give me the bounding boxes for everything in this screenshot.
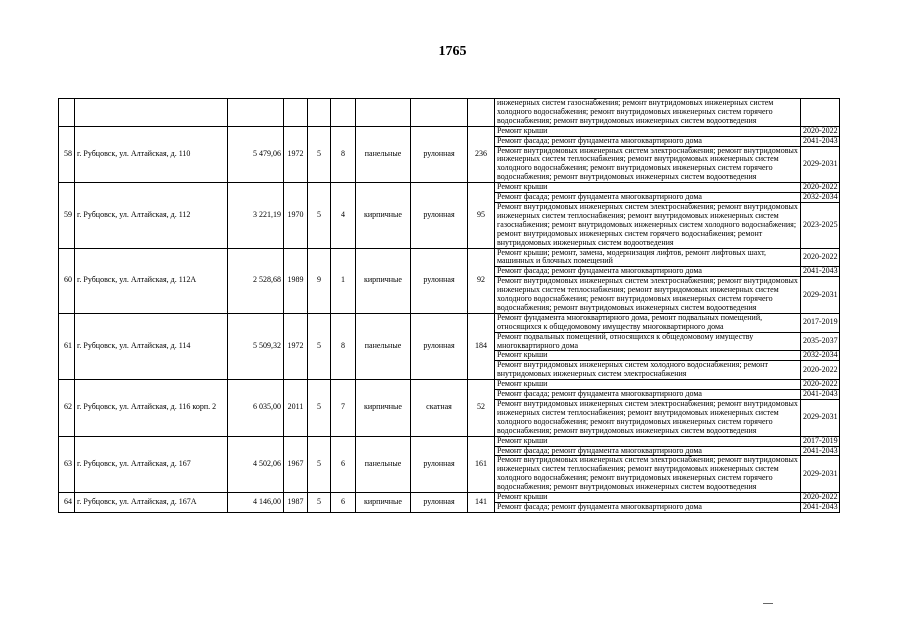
address-cell: г. Рубцовск, ул. Алтайская, д. 114 bbox=[75, 313, 228, 379]
roof-type-cell: скатная bbox=[411, 380, 468, 436]
period-cell: 2029-2031 bbox=[801, 456, 840, 493]
roof-type-cell: рулонная bbox=[411, 313, 468, 379]
year-cell bbox=[284, 99, 308, 127]
scan-mark bbox=[763, 603, 773, 604]
table-row bbox=[59, 183, 840, 193]
period-cell: 2041-2043 bbox=[801, 502, 840, 512]
period-cell: 2029-2031 bbox=[801, 277, 840, 314]
area-cell: 2 528,68 bbox=[228, 248, 284, 313]
row-number: 63 bbox=[59, 436, 75, 492]
year-cell: 1967 bbox=[284, 436, 308, 492]
area-cell: 4 146,00 bbox=[228, 493, 284, 513]
address-cell: г. Рубцовск, ул. Алтайская, д. 112А bbox=[75, 248, 228, 313]
year-cell: 1987 bbox=[284, 493, 308, 513]
work-type-cell: Ремонт крыши bbox=[495, 493, 801, 503]
year-cell: 1989 bbox=[284, 248, 308, 313]
year-cell: 1972 bbox=[284, 313, 308, 379]
address-cell bbox=[75, 99, 228, 127]
wall-material-cell: кирпичные bbox=[356, 248, 411, 313]
address-cell: г. Рубцовск, ул. Алтайская, д. 167 bbox=[75, 436, 228, 492]
roof-type-cell: рулонная bbox=[411, 248, 468, 313]
row-number: 62 bbox=[59, 380, 75, 436]
residents-cell: 95 bbox=[468, 183, 495, 248]
wall-material-cell: кирпичные bbox=[356, 183, 411, 248]
period-cell: 2035-2037 bbox=[801, 332, 840, 351]
floors-cell: 5 bbox=[308, 436, 331, 492]
row-number: 59 bbox=[59, 183, 75, 248]
table-row bbox=[59, 493, 840, 503]
work-type-cell: инженерных систем газоснабжения; ремонт внутридомовых инженерных систем холодного водоснабжения; ремонт внутридомовых инженерных систем горячего водоснабжения; ремонт внутридомовых инженерных систем водоотведения bbox=[495, 99, 801, 127]
period-cell: 2017-2019 bbox=[801, 436, 840, 446]
entrances-cell: 7 bbox=[331, 380, 356, 436]
work-type-cell: Ремонт фасада; ремонт фундамента многоквартирного дома bbox=[495, 267, 801, 277]
period-cell: 2032-2034 bbox=[801, 351, 840, 361]
row-number: 61 bbox=[59, 313, 75, 379]
period-cell: 2020-2022 bbox=[801, 248, 840, 267]
work-type-cell: Ремонт фасада; ремонт фундамента многоквартирного дома bbox=[495, 136, 801, 146]
period-cell bbox=[801, 99, 840, 127]
floors-cell: 5 bbox=[308, 380, 331, 436]
roof-type-cell: рулонная bbox=[411, 493, 468, 513]
work-type-cell: Ремонт крыши bbox=[495, 436, 801, 446]
year-cell: 1970 bbox=[284, 183, 308, 248]
address-cell: г. Рубцовск, ул. Алтайская, д. 110 bbox=[75, 126, 228, 182]
area-cell: 3 221,19 bbox=[228, 183, 284, 248]
entrances-cell: 8 bbox=[331, 313, 356, 379]
year-cell: 1972 bbox=[284, 126, 308, 182]
period-cell: 2020-2022 bbox=[801, 361, 840, 380]
table-row bbox=[59, 248, 840, 267]
row-number bbox=[59, 99, 75, 127]
period-cell: 2020-2022 bbox=[801, 183, 840, 193]
entrances-cell bbox=[331, 99, 356, 127]
wall-material-cell: панельные bbox=[356, 436, 411, 492]
area-cell bbox=[228, 99, 284, 127]
table-row bbox=[59, 380, 840, 390]
residents-cell: 184 bbox=[468, 313, 495, 379]
wall-material-cell: панельные bbox=[356, 126, 411, 182]
work-type-cell: Ремонт подвальных помещений, относящихся к общедомовому имуществу многоквартирного дома bbox=[495, 332, 801, 351]
area-cell: 5 509,32 bbox=[228, 313, 284, 379]
residents-cell: 92 bbox=[468, 248, 495, 313]
entrances-cell: 4 bbox=[331, 183, 356, 248]
work-type-cell: Ремонт внутридомовых инженерных систем холодного водоснабжения; ремонт внутридомовых инженерных систем электроснабжения bbox=[495, 361, 801, 380]
wall-material-cell: кирпичные bbox=[356, 380, 411, 436]
year-cell: 2011 bbox=[284, 380, 308, 436]
area-cell: 5 479,06 bbox=[228, 126, 284, 182]
work-type-cell: Ремонт внутридомовых инженерных систем электроснабжения; ремонт внутридомовых инженерных систем теплоснабжения; ремонт внутридомовых инженерных систем газоснабжения; ремонт внутридомовых инженерных систем холодного водоснабжения; ремонт внутридомовых инженерных систем горячего водоснабжения; ремонт внутридомовых инженерных систем водоотведения bbox=[495, 202, 801, 248]
work-type-cell: Ремонт крыши bbox=[495, 351, 801, 361]
period-cell: 2020-2022 bbox=[801, 493, 840, 503]
table-row bbox=[59, 126, 840, 136]
period-cell: 2029-2031 bbox=[801, 146, 840, 183]
period-cell: 2020-2022 bbox=[801, 126, 840, 136]
work-type-cell: Ремонт крыши bbox=[495, 380, 801, 390]
residents-cell bbox=[468, 99, 495, 127]
floors-cell: 5 bbox=[308, 493, 331, 513]
work-type-cell: Ремонт фасада; ремонт фундамента многоквартирного дома bbox=[495, 390, 801, 400]
wall-material-cell: панельные bbox=[356, 313, 411, 379]
table-row bbox=[59, 99, 840, 127]
address-cell: г. Рубцовск, ул. Алтайская, д. 167А bbox=[75, 493, 228, 513]
period-cell: 2020-2022 bbox=[801, 380, 840, 390]
roof-type-cell bbox=[411, 99, 468, 127]
residents-cell: 236 bbox=[468, 126, 495, 182]
floors-cell: 5 bbox=[308, 126, 331, 182]
period-cell: 2023-2025 bbox=[801, 202, 840, 248]
row-number: 60 bbox=[59, 248, 75, 313]
work-type-cell: Ремонт крыши; ремонт, замена, модернизация лифтов, ремонт лифтовых шахт, машинных и блочных помещений bbox=[495, 248, 801, 267]
work-type-cell: Ремонт крыши bbox=[495, 183, 801, 193]
residents-cell: 141 bbox=[468, 493, 495, 513]
work-type-cell: Ремонт фасада; ремонт фундамента многоквартирного дома bbox=[495, 502, 801, 512]
work-type-cell: Ремонт внутридомовых инженерных систем электроснабжения; ремонт внутридомовых инженерных систем теплоснабжения; ремонт внутридомовых инженерных систем холодного водоснабжения; ремонт внутридомовых инженерных систем горячего водоснабжения; ремонт внутридомовых инженерных систем водоотведения bbox=[495, 400, 801, 437]
period-cell: 2041-2043 bbox=[801, 390, 840, 400]
roof-type-cell: рулонная bbox=[411, 126, 468, 182]
work-type-cell: Ремонт фасада; ремонт фундамента многоквартирного дома bbox=[495, 193, 801, 203]
work-type-cell: Ремонт фасада; ремонт фундамента многоквартирного дома bbox=[495, 446, 801, 456]
period-cell: 2041-2043 bbox=[801, 136, 840, 146]
floors-cell: 5 bbox=[308, 183, 331, 248]
work-type-cell: Ремонт фундамента многоквартирного дома, ремонт подвальных помещений, относящихся к общедомовому имуществу многоквартирного дома bbox=[495, 313, 801, 332]
residents-cell: 161 bbox=[468, 436, 495, 492]
residents-cell: 52 bbox=[468, 380, 495, 436]
period-cell: 2041-2043 bbox=[801, 267, 840, 277]
table-row bbox=[59, 436, 840, 446]
table-row bbox=[59, 313, 840, 332]
entrances-cell: 6 bbox=[331, 436, 356, 492]
entrances-cell: 6 bbox=[331, 493, 356, 513]
work-type-cell: Ремонт крыши bbox=[495, 126, 801, 136]
period-cell: 2032-2034 bbox=[801, 193, 840, 203]
floors-cell bbox=[308, 99, 331, 127]
period-cell: 2029-2031 bbox=[801, 400, 840, 437]
floors-cell: 5 bbox=[308, 313, 331, 379]
row-number: 58 bbox=[59, 126, 75, 182]
address-cell: г. Рубцовск, ул. Алтайская, д. 116 корп. 2 bbox=[75, 380, 228, 436]
period-cell: 2041-2043 bbox=[801, 446, 840, 456]
work-type-cell: Ремонт внутридомовых инженерных систем электроснабжения; ремонт внутридомовых инженерных систем теплоснабжения; ремонт внутридомовых инженерных систем холодного водоснабжения; ремонт внутридомовых инженерных систем горячего водоснабжения; ремонт внутридомовых инженерных систем водоотведения bbox=[495, 277, 801, 314]
page-number: 1765 bbox=[438, 44, 467, 59]
roof-type-cell: рулонная bbox=[411, 183, 468, 248]
work-type-cell: Ремонт внутридомовых инженерных систем электроснабжения; ремонт внутридомовых инженерных систем теплоснабжения; ремонт внутридомовых инженерных систем холодного водоснабжения; ремонт внутридомовых инженерных систем горячего водоснабжения; ремонт внутридомовых инженерных систем водоотведения bbox=[495, 146, 801, 183]
capital-repair-table bbox=[58, 98, 840, 513]
area-cell: 6 035,00 bbox=[228, 380, 284, 436]
wall-material-cell bbox=[356, 99, 411, 127]
floors-cell: 9 bbox=[308, 248, 331, 313]
period-cell: 2017-2019 bbox=[801, 313, 840, 332]
wall-material-cell: кирпичные bbox=[356, 493, 411, 513]
entrances-cell: 1 bbox=[331, 248, 356, 313]
roof-type-cell: рулонная bbox=[411, 436, 468, 492]
entrances-cell: 8 bbox=[331, 126, 356, 182]
address-cell: г. Рубцовск, ул. Алтайская, д. 112 bbox=[75, 183, 228, 248]
area-cell: 4 502,06 bbox=[228, 436, 284, 492]
row-number: 64 bbox=[59, 493, 75, 513]
work-type-cell: Ремонт внутридомовых инженерных систем электроснабжения; ремонт внутридомовых инженерных систем теплоснабжения; ремонт внутридомовых инженерных систем холодного водоснабжения; ремонт внутридомовых инженерных систем горячего водоснабжения; ремонт внутридомовых инженерных систем водоотведения bbox=[495, 456, 801, 493]
